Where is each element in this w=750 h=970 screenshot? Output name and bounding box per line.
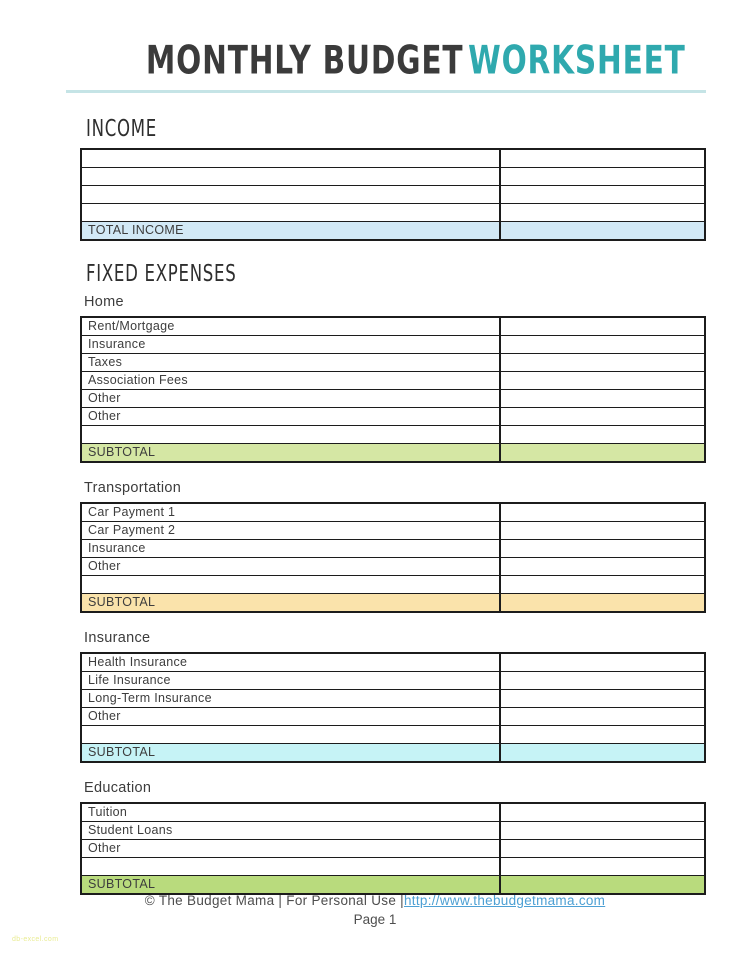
amount-cell	[500, 149, 705, 168]
amount-cell	[500, 876, 705, 895]
table-row	[81, 503, 705, 522]
group-label: Education	[84, 780, 152, 796]
item-label-cell: Insurance	[81, 540, 500, 558]
item-label-cell	[81, 858, 500, 876]
amount-cell	[500, 803, 705, 822]
amount-cell	[500, 690, 705, 708]
fixed-expenses-section	[80, 263, 684, 911]
total-label-cell: SUBTOTAL	[81, 876, 500, 895]
table-row	[81, 186, 705, 204]
total-row	[81, 876, 705, 895]
total-label-cell: SUBTOTAL	[81, 444, 500, 463]
amount-cell	[500, 503, 705, 522]
table-row	[81, 204, 705, 222]
item-label-cell: Other	[81, 558, 500, 576]
item-label-cell: Life Insurance	[81, 672, 500, 690]
table-row	[81, 726, 705, 744]
footer-link[interactable]: http://www.thebudgetmama.com	[403, 893, 606, 908]
item-label-cell	[81, 204, 500, 222]
item-label-cell: Insurance	[81, 336, 500, 354]
table-row	[81, 408, 705, 426]
table-row	[81, 708, 705, 726]
table-row	[81, 390, 705, 408]
amount-cell	[500, 522, 705, 540]
table-row	[81, 317, 705, 336]
amount-cell	[500, 390, 705, 408]
expense-groups-container	[80, 293, 684, 895]
amount-cell	[500, 317, 705, 336]
amount-cell	[500, 672, 705, 690]
page-number: Page 1	[353, 912, 397, 927]
table-row	[81, 840, 705, 858]
insurance-table	[80, 652, 706, 763]
amount-cell	[500, 744, 705, 763]
item-label-cell: Other	[81, 708, 500, 726]
header-divider	[66, 90, 706, 93]
amount-cell	[500, 540, 705, 558]
total-label-cell: SUBTOTAL	[81, 744, 500, 763]
amount-cell	[500, 858, 705, 876]
amount-cell	[500, 653, 705, 672]
page-title	[146, 38, 686, 84]
table-row	[81, 522, 705, 540]
amount-cell	[500, 408, 705, 426]
item-label-cell: Rent/Mortgage	[81, 317, 500, 336]
amount-cell	[500, 822, 705, 840]
expense-group-education	[80, 779, 684, 895]
item-label-cell	[81, 149, 500, 168]
amount-cell	[500, 444, 705, 463]
table-row	[81, 558, 705, 576]
amount-cell	[500, 708, 705, 726]
item-label-cell: Car Payment 1	[81, 503, 500, 522]
item-label-cell	[81, 168, 500, 186]
table-row	[81, 168, 705, 186]
total-row	[81, 744, 705, 763]
item-label-cell: Other	[81, 390, 500, 408]
total-row	[81, 594, 705, 613]
item-label-cell: Association Fees	[81, 372, 500, 390]
item-label-cell	[81, 726, 500, 744]
amount-cell	[500, 426, 705, 444]
home-table	[80, 316, 706, 463]
amount-cell	[500, 354, 705, 372]
amount-cell	[500, 726, 705, 744]
group-label: Insurance	[84, 630, 151, 646]
title-accent: WORKSHEET	[468, 37, 686, 83]
table-row	[81, 690, 705, 708]
amount-cell	[500, 186, 705, 204]
expense-group-transportation	[80, 479, 684, 613]
total-row	[81, 222, 705, 241]
transportation-table	[80, 502, 706, 613]
table-row	[81, 576, 705, 594]
expense-group-insurance	[80, 629, 684, 763]
item-label-cell: Long-Term Insurance	[81, 690, 500, 708]
table-row	[81, 336, 705, 354]
group-label: Home	[84, 294, 124, 310]
item-label-cell: Health Insurance	[81, 653, 500, 672]
amount-cell	[500, 336, 705, 354]
table-row	[81, 653, 705, 672]
total-label-cell: TOTAL INCOME	[81, 222, 500, 241]
table-row	[81, 822, 705, 840]
item-label-cell: Student Loans	[81, 822, 500, 840]
title-main: MONTHLY BUDGET	[146, 37, 464, 83]
item-label-cell	[81, 576, 500, 594]
item-label-cell: Other	[81, 840, 500, 858]
amount-cell	[500, 576, 705, 594]
amount-cell	[500, 168, 705, 186]
table-row	[81, 803, 705, 822]
footer-text: © The Budget Mama | For Personal Use |	[144, 893, 404, 908]
expense-group-home	[80, 293, 684, 463]
table-row	[81, 540, 705, 558]
item-label-cell	[81, 426, 500, 444]
amount-cell	[500, 204, 705, 222]
item-label-cell	[81, 186, 500, 204]
amount-cell	[500, 222, 705, 241]
amount-cell	[500, 840, 705, 858]
amount-cell	[500, 558, 705, 576]
fixed-expenses-heading: FIXED EXPENSES	[86, 261, 237, 287]
income-section	[80, 118, 684, 241]
item-label-cell: Other	[81, 408, 500, 426]
item-label-cell: Taxes	[81, 354, 500, 372]
table-row	[81, 354, 705, 372]
table-row	[81, 149, 705, 168]
item-label-cell: Car Payment 2	[81, 522, 500, 540]
amount-cell	[500, 372, 705, 390]
total-row	[81, 444, 705, 463]
table-row	[81, 372, 705, 390]
table-row	[81, 858, 705, 876]
total-label-cell: SUBTOTAL	[81, 594, 500, 613]
income-table-container	[80, 148, 684, 241]
footer-copyright	[0, 893, 750, 908]
watermark: db-excel.com	[12, 936, 59, 943]
education-table	[80, 802, 706, 895]
table-row	[81, 672, 705, 690]
table-row	[81, 426, 705, 444]
amount-cell	[500, 594, 705, 613]
income-table	[80, 148, 706, 241]
group-label: Transportation	[84, 480, 182, 496]
item-label-cell: Tuition	[81, 803, 500, 822]
income-heading: INCOME	[86, 116, 157, 142]
